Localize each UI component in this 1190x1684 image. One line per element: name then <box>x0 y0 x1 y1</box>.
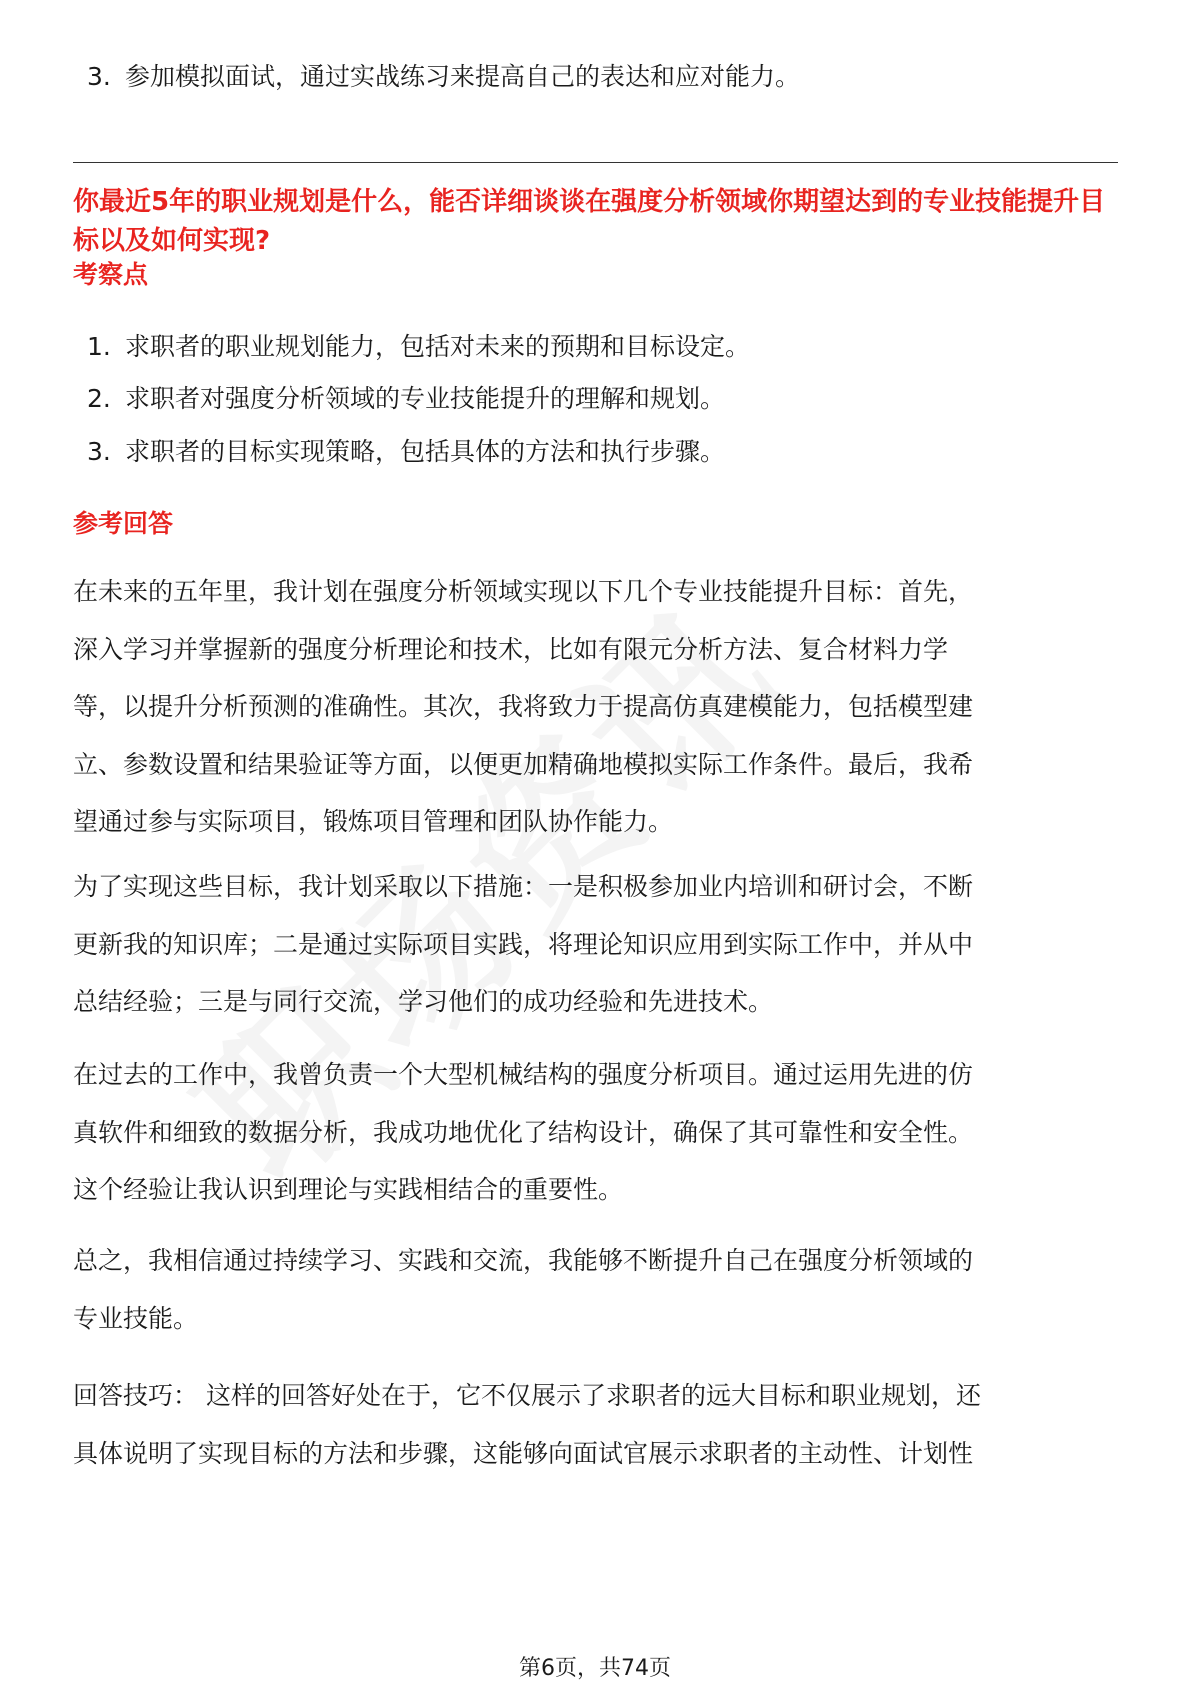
list-text: 参加模拟面试，通过实战练习来提高自己的表达和应对能力。 <box>125 62 801 91</box>
text-line: 深入学习并掌握新的强度分析理论和技术，比如有限元分析方法、复合材料力学 <box>73 634 949 664</box>
divider <box>73 162 1118 163</box>
list-item <box>73 59 800 95</box>
text-line: 这个经验让我认识到理论与实践相结合的重要性。 <box>73 1175 624 1204</box>
answer-tips <box>73 1367 1118 1482</box>
answer-paragraph <box>73 1046 1118 1219</box>
text-line: 总之，我相信通过持续学习、实践和交流，我能够不断提升自己在强度分析领域的 <box>73 1246 974 1275</box>
answer-paragraph <box>73 858 1118 1031</box>
list-number: 3. <box>87 62 111 91</box>
text-line: 为了实现这些目标，我计划采取以下措施：一是积极参加业内培训和研讨会，不断 <box>73 872 974 901</box>
section-heading-answer: 参考回答 <box>73 509 174 538</box>
text-line: 立、参数设置和结果验证等方面，以便更加精确地模拟实际工作条件。最后，我希 <box>73 749 974 779</box>
text-line: 专业技能。 <box>73 1303 199 1333</box>
text-line: 总结经验；三是与同行交流，学习他们的成功经验和先进技术。 <box>73 987 774 1016</box>
answer-paragraph <box>73 1232 1118 1347</box>
list-text: 求职者对强度分析领域的专业技能提升的理解和规划。 <box>125 384 726 413</box>
question-title: 你最近5年的职业规划是什么，能否详细谈谈在强度分析领域你期望达到的专业技能提升目标以及如何实现? <box>73 187 1106 256</box>
answer-paragraph <box>73 563 1118 851</box>
text-line: 望通过参与实际项目，锻炼项目管理和团队协作能力。 <box>73 807 674 836</box>
section-heading-considerations: 考察点 <box>73 260 149 289</box>
list-item <box>73 329 750 365</box>
text-line: 回答技巧： 这样的回答好处在于，它不仅展示了求职者的远大目标和职业规划，还 <box>73 1381 981 1410</box>
text-line: 等，以提升分析预测的准确性。其次，我将致力于提高仿真建模能力，包括模型建 <box>73 692 974 721</box>
text-line: 具体说明了实现目标的方法和步骤，这能够向面试官展示求职者的主动性、计划性 <box>73 1438 974 1468</box>
list-item <box>73 434 725 470</box>
list-text: 求职者的目标实现策略，包括具体的方法和执行步骤。 <box>125 437 726 466</box>
text-line: 更新我的知识库；二是通过实际项目实践，将理论知识应用到实际工作中，并从中 <box>73 929 974 959</box>
list-item <box>73 381 725 417</box>
list-text: 求职者的职业规划能力，包括对未来的预期和目标设定。 <box>125 332 751 361</box>
list-number: 3. <box>87 437 111 466</box>
text-line: 在过去的工作中，我曾负责一个大型机械结构的强度分析项目。通过运用先进的仿 <box>73 1060 974 1089</box>
text-line: 真软件和细致的数据分析，我成功地优化了结构设计，确保了其可靠性和安全性。 <box>73 1117 974 1147</box>
list-number: 1. <box>87 332 111 361</box>
page-footer: 第6页，共74页 <box>519 1656 671 1681</box>
list-number: 2. <box>87 384 111 413</box>
text-line: 在未来的五年里，我计划在强度分析领域实现以下几个专业技能提升目标：首先， <box>73 577 974 606</box>
